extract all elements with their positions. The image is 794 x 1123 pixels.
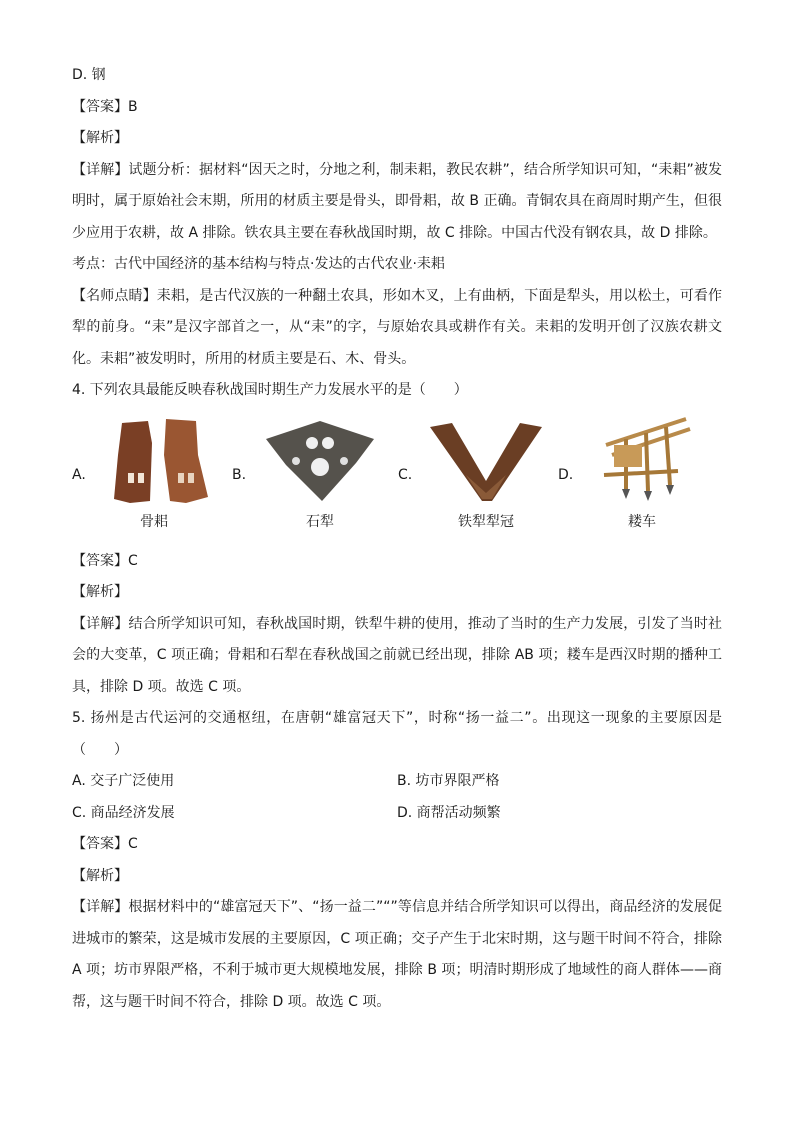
teacher-note-q3: 【名师点睛】耒耜，是古代汉族的一种翻土农具，形如木叉，上有曲柄，下面是犁头，用以松土，可看作犁的前身。“耒”是汉字部首之一，从“耒”的字，与原始农具或耕作有关。耒耜的发明开创了汉族农耕文化。耒耜”被发明时，所用的材质主要是石、木、骨头。	[72, 287, 722, 367]
figure-d-letter: D.	[558, 466, 574, 483]
detail-paragraph-q3: 【详解】试题分析：据材料“因天之时，分地之利，制耒耜，教民农耕”，结合所学知识可知，“耒耜”被发明时，属于原始社会末期，所用的材质主要是骨头，即骨耜，故 B 正确。青铜农具在商周时期产生，但很少应用于农耕，故 A 排除。铁农具主要在春秋战国时期，故 C 排除。中国古代没有钢农具，故 D 排除。	[72, 161, 722, 241]
analysis-heading-q5: 【解析】	[72, 867, 128, 884]
question-5-options-row-1	[72, 766, 722, 798]
figure-d-caption: 耧车	[628, 513, 656, 530]
detail-paragraph-q4: 【详解】结合所学知识可知，春秋战国时期，铁犁牛耕的使用，推动了当时的生产力发展，引发了当时社会的大变革，C 项正确；骨耜和石犁在春秋战国之前就已经出现，排除 AB 项；耧车是西汉时期的播种工具，排除 D 项。故选 C 项。	[72, 615, 722, 695]
stone-plough-image	[260, 415, 380, 505]
figure-b-caption: 石犁	[306, 513, 334, 530]
option-5-b: B. 坊市界限严格	[397, 773, 500, 789]
exam-point-q3: 考点：古代中国经济的基本结构与特点·发达的古代农业·耒耜	[72, 256, 445, 272]
figure-a-caption: 骨耜	[140, 513, 168, 530]
question-4: 4. 下列农具最能反映春秋战国时期生产力发展水平的是（ ）	[72, 382, 468, 398]
figure-a-letter: A.	[72, 466, 86, 483]
question-5: 5. 扬州是古代运河的交通枢纽，在唐朝“雄富冠天下”，时称“扬一益二”。出现这一现象的主要原因是（ ）	[72, 710, 722, 758]
figure-c-caption: 铁犁犁冠	[458, 513, 514, 530]
bone-spade-image	[100, 415, 220, 505]
answer-q4: 【答案】C	[72, 552, 138, 569]
figure-c-letter: C.	[398, 466, 413, 483]
option-d-line: D. 钢	[72, 67, 106, 83]
answer-q3: 【答案】B	[72, 98, 138, 115]
document-page	[72, 60, 722, 1018]
option-5-c: C. 商品经济发展	[72, 804, 175, 821]
seed-drill-image	[586, 415, 696, 505]
iron-plough-share-image	[426, 415, 546, 505]
option-5-d: D. 商帮活动频繁	[397, 804, 501, 821]
analysis-heading-q4: 【解析】	[72, 584, 128, 600]
answer-q5: 【答案】C	[72, 836, 138, 852]
question-5-options-row-2	[72, 798, 722, 830]
figure-b-letter: B.	[232, 466, 247, 483]
question-4-figures	[72, 415, 722, 540]
detail-paragraph-q5: 【详解】根据材料中的“雄富冠天下”、“扬一益二”“”等信息并结合所学知识可以得出，商品经济的发展促进城市的繁荣，这是城市发展的主要原因，C 项正确；交子产生于北宋时期，这与题干时间不符合，排除 A 项；坊市界限严格，不利于城市更大规模地发展，排除 B 项；明清时期形成了地域性的商人群体——商帮，这与题干时间不符合，排除 D 项。故选 C 项。	[72, 899, 722, 1010]
analysis-heading-q3: 【解析】	[72, 130, 128, 146]
option-5-a: A. 交子广泛使用	[72, 773, 175, 789]
